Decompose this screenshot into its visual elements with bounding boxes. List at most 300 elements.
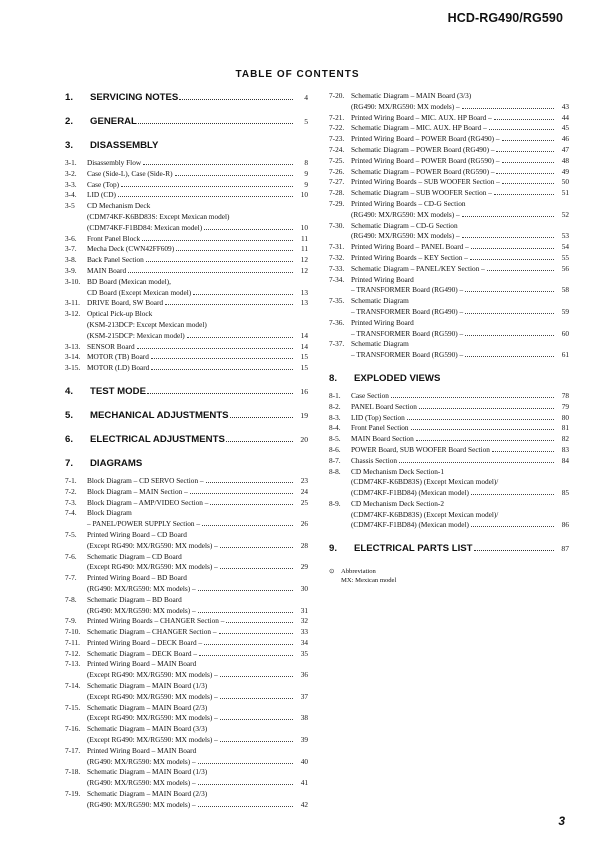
item-label: Block Diagram – MAIN Section – <box>87 486 188 496</box>
item-label: Schematic Diagram – PANEL/KEY Section – <box>351 263 485 273</box>
item-label: MOTOR (LD) Board <box>87 363 150 373</box>
leader-dots <box>146 261 293 262</box>
leader-dots <box>137 348 293 349</box>
item-page: 43 <box>561 101 569 111</box>
leader-dots <box>489 129 554 130</box>
leader-dots <box>198 806 293 807</box>
toc-item-continuation <box>329 102 569 113</box>
item-number: 3-9. <box>65 265 77 275</box>
toc-item <box>65 255 308 266</box>
leader-dots <box>219 633 294 634</box>
toc-item <box>65 487 308 498</box>
item-page: 60 <box>561 328 569 338</box>
item-label: (CDM74KF-F1BD84) (Mexican model) <box>351 520 469 530</box>
item-number: 8-4. <box>329 423 341 433</box>
toc-item-continuation <box>65 778 308 789</box>
leader-dots <box>198 590 293 591</box>
item-label: (RG490: MX/RG590: MX models) – <box>87 778 196 788</box>
item-page: 79 <box>561 401 569 411</box>
item-page: 58 <box>561 285 569 295</box>
item-page: 8 <box>304 158 308 167</box>
item-page: 32 <box>300 616 308 626</box>
toc-item-continuation <box>65 735 308 746</box>
toc-section <box>65 433 308 446</box>
leader-dots <box>190 493 293 494</box>
item-page: 82 <box>561 434 569 444</box>
leader-dots <box>198 784 293 785</box>
toc-item-continuation <box>65 320 308 331</box>
leader-dots <box>465 291 554 292</box>
leader-dots <box>121 186 293 187</box>
leader-dots <box>411 429 554 430</box>
item-number: 3-11. <box>65 298 80 308</box>
item-label: (Except RG490: MX/RG590: MX models) – <box>87 713 218 723</box>
section-title: ELECTRICAL ADJUSTMENTS <box>90 433 225 445</box>
item-label: (KSM-215DCP: Mexican model) <box>87 330 185 340</box>
section-title: DISASSEMBLY <box>90 140 159 151</box>
item-label: CD Mechanism Deck <box>87 201 151 211</box>
item-label: Printed Wiring Board – MIC. AUX. HP Board – <box>351 112 492 122</box>
toc-item <box>65 767 308 778</box>
leader-dots <box>471 494 554 495</box>
item-page: 59 <box>561 306 569 316</box>
item-label: – TRANSFORMER Board (RG490) – <box>351 306 464 316</box>
section-page: 20 <box>300 434 308 444</box>
item-label: MAIN Board <box>87 265 127 275</box>
toc-item <box>329 123 569 134</box>
item-page: 31 <box>300 605 308 615</box>
item-number: 8-5. <box>329 434 341 444</box>
item-label: (RG490: MX/RG590: MX models) – <box>351 231 460 241</box>
item-page: 39 <box>300 735 308 745</box>
toc-item <box>65 746 308 757</box>
item-number: 7-30. <box>329 220 345 230</box>
item-label: Schematic Diagram – SUB WOOFER Section – <box>351 188 492 198</box>
section-number: 4. <box>65 385 74 397</box>
leader-dots <box>206 482 293 483</box>
leader-dots <box>419 408 554 409</box>
item-number: 3-13. <box>65 341 81 351</box>
toc-item <box>329 253 569 264</box>
item-number: 3-14. <box>65 352 81 362</box>
leader-dots <box>193 294 293 295</box>
item-label: Schematic Diagram – MAIN Board (3/3) <box>87 724 208 734</box>
item-label: Schematic Diagram – MAIN Board (2/3) <box>87 789 208 799</box>
toc-item <box>329 113 569 124</box>
leader-dots <box>391 397 554 398</box>
leader-dots <box>204 644 293 645</box>
leader-dots <box>143 164 293 165</box>
item-number: 3-2. <box>65 168 77 178</box>
item-number: 8-7. <box>329 455 341 465</box>
model-header: HCD-RG490/RG590 <box>447 11 563 25</box>
section-gap <box>329 361 569 372</box>
item-page: 61 <box>561 350 569 360</box>
item-label: Schematic Diagram – MAIN Board (1/3) <box>87 681 208 691</box>
leader-dots <box>502 183 554 184</box>
toc-item <box>65 498 308 509</box>
item-label: (CDM74KF-K6BD83S) (Except Mexican model)/ <box>351 477 499 487</box>
leader-dots <box>465 313 554 314</box>
item-label: MOTOR (TB) Board <box>87 352 149 362</box>
item-label: Printed Wiring Boards – SUB WOOFER Section – <box>351 177 500 187</box>
leader-dots <box>128 272 293 273</box>
item-number: 7-7. <box>65 573 77 583</box>
item-label: MAIN Board Section <box>351 434 414 444</box>
item-page: 11 <box>300 244 308 254</box>
leader-dots <box>226 441 293 442</box>
item-page: 47 <box>561 144 569 154</box>
leader-dots <box>202 525 293 526</box>
toc-item-continuation <box>329 285 569 296</box>
toc-item <box>329 134 569 145</box>
item-label: – TRANSFORMER Board (RG590) – <box>351 350 464 360</box>
section-gap <box>65 128 308 139</box>
toc-item <box>65 266 308 277</box>
item-number: 7-16. <box>65 724 81 734</box>
section-gap <box>65 446 308 457</box>
toc-item-continuation <box>65 606 308 617</box>
toc-item <box>329 467 569 478</box>
leader-dots <box>118 196 293 197</box>
item-page: 51 <box>561 188 569 198</box>
section-title: ELECTRICAL PARTS LIST <box>354 543 473 555</box>
leader-dots <box>204 229 293 230</box>
toc-item-continuation <box>65 562 308 573</box>
item-label: Printed Wiring Boards – KEY Section – <box>351 252 468 262</box>
item-label: POWER Board, SUB WOOFER Board Section <box>351 444 490 454</box>
item-label: (KSM-213DCP: Except Mexican model) <box>87 319 207 329</box>
item-page: 11 <box>300 233 308 243</box>
toc-item <box>65 552 308 563</box>
item-number: 7-8. <box>65 594 77 604</box>
section-title: MECHANICAL ADJUSTMENTS <box>90 409 229 421</box>
item-label: Printed Wiring Board – MAIN Board <box>87 659 197 669</box>
item-page: 50 <box>561 177 569 187</box>
toc-item <box>65 627 308 638</box>
item-label: (RG490: MX/RG590: MX models) – <box>87 583 196 593</box>
item-page: 40 <box>300 756 308 766</box>
item-number: 8-6. <box>329 444 341 454</box>
item-label: Printed Wiring Boards – CD-G Section <box>351 198 466 208</box>
item-page: 48 <box>561 155 569 165</box>
toc-item <box>65 277 308 288</box>
toc-item <box>65 638 308 649</box>
item-label: Schematic Diagram <box>351 339 409 349</box>
toc-item <box>329 296 569 307</box>
item-number: 7-11. <box>65 637 80 647</box>
toc-item <box>329 456 569 467</box>
item-page: 29 <box>300 562 308 572</box>
item-number: 7-1. <box>65 475 77 485</box>
leader-dots <box>465 356 554 357</box>
item-label: Schematic Diagram <box>351 296 409 306</box>
toc-item <box>329 145 569 156</box>
toc-item <box>65 363 308 374</box>
toc-title: TABLE OF CONTENTS <box>235 69 360 80</box>
toc-item <box>65 169 308 180</box>
item-number: 3-15. <box>65 363 81 373</box>
item-label: (Except RG490: MX/RG590: MX models) – <box>87 670 218 680</box>
item-page: 35 <box>300 648 308 658</box>
item-label: Schematic Diagram – MIC. AUX. HP Board – <box>351 123 487 133</box>
item-number: 3-1. <box>65 158 77 167</box>
item-label: CD Mechanism Deck Section-1 <box>351 466 445 476</box>
toc-section <box>65 115 308 128</box>
section-title: SERVICING NOTES <box>90 92 179 103</box>
item-page: 12 <box>300 265 308 275</box>
item-label: Front Panel Section <box>351 423 409 433</box>
item-label: – PANEL/POWER SUPPLY Section – <box>87 519 201 529</box>
section-gap <box>65 374 308 385</box>
toc-item <box>65 201 308 212</box>
leader-dots <box>220 676 293 677</box>
leader-dots <box>210 504 293 505</box>
item-page: 45 <box>561 123 569 133</box>
toc-item-continuation <box>329 488 569 499</box>
item-label: Optical Pick-up Block <box>87 309 153 319</box>
item-number: 7-36. <box>329 317 345 327</box>
toc-item <box>329 177 569 188</box>
item-number: 7-33. <box>329 263 345 273</box>
leader-dots <box>198 612 293 613</box>
leader-dots <box>151 369 293 370</box>
toc-section <box>65 139 308 152</box>
item-label: Printed Wiring Board <box>351 317 414 327</box>
item-number: 3-5 <box>65 201 75 211</box>
leader-dots <box>220 719 293 720</box>
leader-dots <box>147 393 293 394</box>
item-label: Schematic Diagram – POWER Board (RG490) – <box>351 144 495 154</box>
leader-dots <box>199 655 293 656</box>
leader-dots <box>502 140 554 141</box>
item-page: 55 <box>561 252 569 262</box>
toc-item <box>65 158 308 169</box>
leader-dots <box>220 547 293 548</box>
note-symbol-icon: ⊙ <box>329 568 335 576</box>
toc-item-continuation <box>65 288 308 299</box>
item-number: 3-10. <box>65 276 81 286</box>
item-number: 7-23. <box>329 134 345 144</box>
item-label: PANEL Board Section <box>351 401 417 411</box>
toc-item <box>329 402 569 413</box>
item-label: Case (Side-L), Case (Side-R) <box>87 168 173 178</box>
toc-item <box>329 318 569 329</box>
toc-item-continuation <box>65 713 308 724</box>
item-label: (CDM74KF-F1BD84: Mexican model) <box>87 222 203 232</box>
item-label: (Except RG490: MX/RG590: MX models) – <box>87 562 218 572</box>
item-number: 7-6. <box>65 551 77 561</box>
toc-item <box>329 339 569 350</box>
item-label: Printed Wiring Board – BD Board <box>87 573 187 583</box>
leader-dots <box>399 462 554 463</box>
item-label: (RG490: MX/RG590: MX models) – <box>87 605 196 615</box>
item-page: 9 <box>304 179 308 189</box>
item-label: Printed Wiring Board <box>351 274 414 284</box>
toc-item <box>329 199 569 210</box>
toc-item-continuation <box>329 329 569 340</box>
item-page: 84 <box>561 455 569 465</box>
item-number: 3-12. <box>65 309 81 319</box>
toc-item <box>65 789 308 800</box>
leader-dots <box>407 419 554 420</box>
section-title: GENERAL <box>90 116 137 127</box>
item-number: 7-31. <box>329 242 345 252</box>
item-label: Printed Wiring Board – DECK Board – <box>87 637 203 647</box>
item-label: (Except RG490: MX/RG590: MX models) – <box>87 691 218 701</box>
item-page: 86 <box>561 520 569 530</box>
item-page: 83 <box>561 444 569 454</box>
leader-dots <box>496 151 554 152</box>
item-number: 7-22. <box>329 123 345 133</box>
toc-item <box>329 242 569 253</box>
section-number: 1. <box>65 92 74 103</box>
item-label: Case (Top) <box>87 179 120 189</box>
toc-item <box>329 156 569 167</box>
item-label: (RG490: MX/RG590: MX models) – <box>87 799 196 809</box>
toc-item <box>329 264 569 275</box>
toc-item <box>65 298 308 309</box>
item-label: (Except RG490: MX/RG590: MX models) – <box>87 735 218 745</box>
toc-item <box>65 681 308 692</box>
item-number: 7-9. <box>65 616 77 626</box>
leader-dots <box>138 123 293 124</box>
item-label: Block Diagram – AMP/VIDEO Section – <box>87 497 209 507</box>
section-gap <box>329 531 569 542</box>
toc-item-continuation <box>65 584 308 595</box>
toc-item-continuation <box>65 519 308 530</box>
toc-section <box>65 457 308 470</box>
item-number: 7-29. <box>329 198 345 208</box>
item-number: 7-3. <box>65 497 77 507</box>
leader-dots <box>502 162 554 163</box>
toc-item <box>329 221 569 232</box>
toc-item-continuation <box>65 670 308 681</box>
item-page: 42 <box>300 799 308 809</box>
item-number: 7-4. <box>65 508 77 518</box>
item-page: 54 <box>561 242 569 252</box>
leader-dots <box>471 248 554 249</box>
leader-dots <box>165 304 293 305</box>
page-number: 3 <box>558 814 565 828</box>
section-gap <box>65 398 308 409</box>
item-page: 14 <box>300 341 308 351</box>
leader-dots <box>198 763 293 764</box>
item-number: 7-24. <box>329 144 345 154</box>
item-label: Schematic Diagram – DECK Board – <box>87 648 198 658</box>
item-label: DRIVE Board, SW Board <box>87 298 164 308</box>
toc-item-continuation <box>65 757 308 768</box>
leader-dots <box>465 335 554 336</box>
section-number: 3. <box>65 140 74 151</box>
toc-section <box>329 372 569 385</box>
toc-section <box>329 542 569 555</box>
item-page: 49 <box>561 166 569 176</box>
item-number: 7-18. <box>65 767 81 777</box>
item-label: Printed Wiring Board – CD Board <box>87 529 187 539</box>
leader-dots <box>462 216 554 217</box>
item-page: 44 <box>561 112 569 122</box>
toc-item <box>329 434 569 445</box>
section-gap <box>65 422 308 433</box>
item-label: Disassembly Flow <box>87 158 142 167</box>
section-number: 6. <box>65 433 74 445</box>
leader-dots <box>470 259 554 260</box>
leader-dots <box>151 358 293 359</box>
toc-item <box>65 595 308 606</box>
toc-item <box>65 190 308 201</box>
item-label: Front Panel Block <box>87 233 141 243</box>
item-label: Chassis Section <box>351 455 398 465</box>
item-label: (CDM74KF-F1BD84) (Mexican model) <box>351 488 469 498</box>
leader-dots <box>226 622 293 623</box>
leader-dots <box>142 240 293 241</box>
section-title: DIAGRAMS <box>90 457 143 469</box>
item-label: Schematic Diagram – MAIN Board (3/3) <box>351 91 472 100</box>
toc-right-column <box>329 91 569 585</box>
section-number: 5. <box>65 409 74 421</box>
toc-right-list <box>329 91 569 555</box>
item-page: 37 <box>300 691 308 701</box>
item-label: SENSOR Board <box>87 341 135 351</box>
leader-dots <box>230 417 293 418</box>
toc-item-continuation <box>329 210 569 221</box>
toc-item-continuation <box>329 477 569 488</box>
toc-item <box>329 413 569 424</box>
toc-item <box>65 724 308 735</box>
item-page: 56 <box>561 263 569 273</box>
item-page: 46 <box>561 134 569 144</box>
item-page: 52 <box>561 209 569 219</box>
item-page: 78 <box>561 390 569 400</box>
section-page: 5 <box>304 117 308 126</box>
toc-item-continuation <box>329 307 569 318</box>
item-page: 34 <box>300 637 308 647</box>
item-label: Schematic Diagram – CD-G Section <box>351 220 458 230</box>
toc-item <box>65 342 308 353</box>
leader-dots <box>474 550 554 551</box>
item-number: 7-21. <box>329 112 345 122</box>
leader-dots <box>462 237 554 238</box>
item-number: 3-7. <box>65 244 77 254</box>
section-page: 87 <box>561 544 569 554</box>
item-page: 23 <box>300 475 308 485</box>
item-label: Schematic Diagram – POWER Board (RG590) – <box>351 166 495 176</box>
item-label: Mecha Deck (CWN42FF609) <box>87 244 175 254</box>
leader-dots <box>175 175 293 176</box>
item-label: Back Panel Section <box>87 255 144 265</box>
section-page: 16 <box>300 386 308 396</box>
toc-item <box>329 167 569 178</box>
item-page: 13 <box>300 298 308 308</box>
item-number: 7-15. <box>65 702 81 712</box>
toc-item-continuation <box>65 331 308 342</box>
toc-left-column <box>65 91 308 811</box>
item-label: BD Board (Mexican model), <box>87 276 171 286</box>
toc-item-continuation <box>65 223 308 234</box>
abbreviation-note <box>329 567 569 585</box>
item-label: Case Section <box>351 390 389 400</box>
item-page: 10 <box>300 190 308 200</box>
item-number: 7-20. <box>329 91 345 100</box>
item-page: 36 <box>300 670 308 680</box>
item-label: (RG490: MX/RG590: MX models) – <box>351 209 460 219</box>
item-label: LID (Top) Section <box>351 412 405 422</box>
leader-dots <box>496 173 554 174</box>
toc-item <box>65 649 308 660</box>
item-number: 7-26. <box>329 166 345 176</box>
toc-section <box>65 385 308 398</box>
